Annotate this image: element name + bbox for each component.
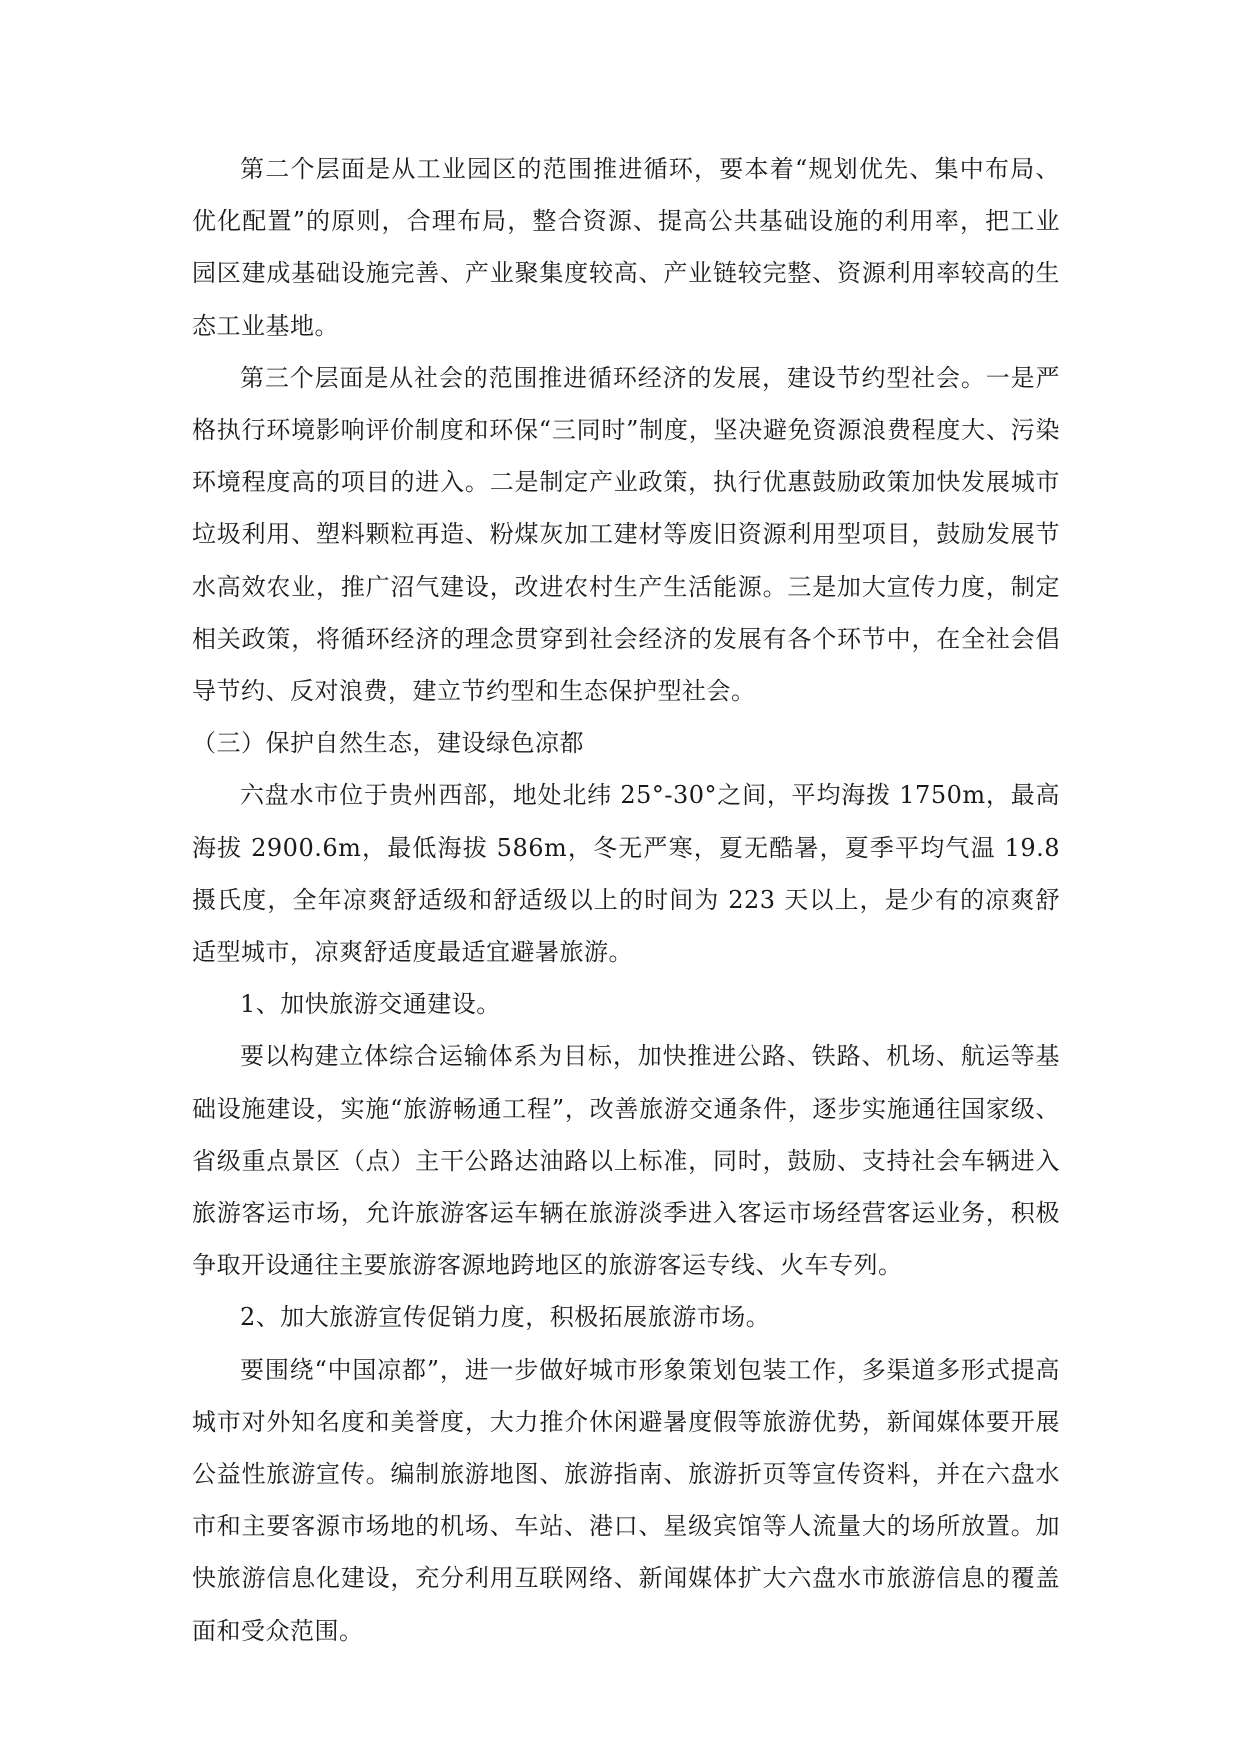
paragraph-tourism-promotion: 要围绕“中国凉都”，进一步做好城市形象策划包装工作，多渠道多形式提高城市对外知名度和美誉度，大力推介休闲避暑度假等旅游优势，新闻媒体要开展公益性旅游宣传。编制旅游地图、旅游指南、旅游折页等宣传资料，并在六盘水市和主要客源市场地的机场、车站、港口、星级宾馆等人流量大的场所放置。加快旅游信息化建设，充分利用互联网络、新闻媒体扩大六盘水市旅游信息的覆盖面和受众范围。 (192, 1355, 1060, 1645)
paragraph-social-level: 第三个层面是从社会的范围推进循环经济的发展，建设节约型社会。一是严格执行环境影响评价制度和环保“三同时”制度，坚决避免资源浪费程度大、污染环境程度高的项目的进入。二是制定产业政策，执行优惠鼓励政策加快发展城市垃圾利用、塑料颗粒再造、粉煤灰加工建材等废旧资源利用型项目，鼓励发展节水高效农业，推广沼气建设，改进农村生产生活能源。三是加大宣传力度，制定相关政策，将循环经济的理念贯穿到社会经济的发展有各个环节中，在全社会倡导节约、反对浪费，建立节约型和生态保护型社会。 (192, 363, 1060, 706)
section-heading-ecology: （三）保护自然生态，建设绿色凉都 (192, 729, 584, 758)
paragraph-liupanshui-climate: 六盘水市位于贵州西部，地处北纬 25°-30°之间，平均海拨 1750m，最高海拔 2900.6m，最低海拔 586m，冬无严寒，夏无酷暑，夏季平均气温 19.8 摄氏度，全年凉爽舒适级和舒适级以上的时间为 223 天以上，是少有的凉爽舒适型城市，凉爽舒适度最适宜避暑旅游。 (192, 781, 1060, 967)
subheading-tourism-transport: 1、加快旅游交通建设。 (240, 990, 501, 1019)
subheading-tourism-promotion: 2、加大旅游宣传促销力度，积极拓展旅游市场。 (240, 1303, 771, 1332)
document-body (192, 143, 1060, 1657)
paragraph-industrial-park: 第二个层面是从工业园区的范围推进循环，要本着“规划优先、集中布局、优化配置”的原则，合理布局，整合资源、提高公共基础设施的利用率，把工业园区建成基础设施完善、产业聚集度较高、产业链较完整、资源利用率较高的生态工业基地。 (192, 155, 1060, 340)
paragraph-tourism-transport: 要以构建立体综合运输体系为目标，加快推进公路、铁路、机场、航运等基础设施建设，实施“旅游畅通工程”，改善旅游交通条件，逐步实施通往国家级、省级重点景区（点）主干公路达油路以上标准，同时，鼓励、支持社会车辆进入旅游客运市场，允许旅游客运车辆在旅游淡季进入客运市场经营客运业务，积极争取开设通往主要旅游客源地跨地区的旅游客运专线、火车专列。 (192, 1042, 1060, 1280)
